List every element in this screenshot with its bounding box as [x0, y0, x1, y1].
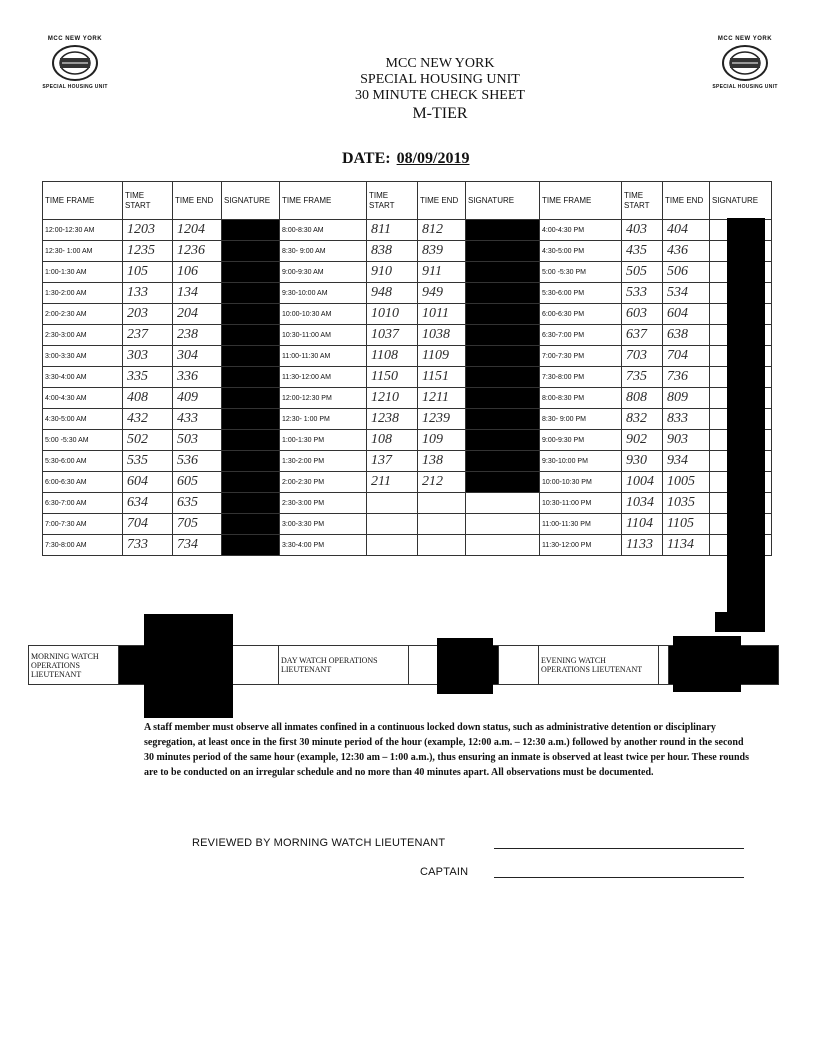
review-captain-line[interactable] [494, 877, 744, 878]
logo-top-text: MCC NEW YORK [717, 36, 773, 42]
review-captain-label: CAPTAIN [420, 866, 469, 878]
logo-bottom-text: SPECIAL HOUSING UNIT [42, 84, 108, 90]
time-start-cell[interactable]: 303 [123, 346, 173, 367]
signature-cell[interactable] [222, 283, 280, 304]
col-time-start: TIME START [123, 182, 173, 220]
time-end-cell[interactable]: 635 [173, 493, 222, 514]
time-frame-cell: 7:00-7:30 AM [43, 514, 123, 535]
time-frame-cell: 1:00-1:30 AM [43, 262, 123, 283]
time-end-cell[interactable]: 304 [173, 346, 222, 367]
time-start-cell[interactable]: 237 [123, 325, 173, 346]
time-frame-cell: 11:00-11:30 AM [280, 346, 367, 367]
time-frame-cell: 4:30-5:00 AM [43, 409, 123, 430]
redaction-block [715, 612, 765, 632]
time-frame-cell: 12:00-12:30 PM [280, 388, 367, 409]
redaction-block [144, 614, 233, 718]
time-start-cell[interactable]: 1150 [367, 367, 418, 388]
signature-cell[interactable] [222, 409, 280, 430]
time-end-cell[interactable]: 705 [173, 514, 222, 535]
time-end-cell[interactable]: 436 [663, 241, 710, 262]
time-start-cell[interactable]: 1037 [367, 325, 418, 346]
col-time-end: TIME END [173, 182, 222, 220]
time-end-cell[interactable]: 1035 [663, 493, 710, 514]
time-start-cell[interactable] [367, 514, 418, 535]
col-time-frame: TIME FRAME [540, 182, 622, 220]
logo-top-text: MCC NEW YORK [47, 36, 103, 42]
time-frame-cell: 10:30-11:00 PM [540, 493, 622, 514]
time-frame-cell: 4:00-4:30 AM [43, 388, 123, 409]
time-end-cell[interactable]: 1236 [173, 241, 222, 262]
table-row [43, 451, 772, 472]
time-frame-cell: 9:30-10:00 AM [280, 283, 367, 304]
time-end-cell[interactable]: 1038 [418, 325, 466, 346]
signature-cell[interactable] [466, 451, 540, 472]
watch-lieutenant-row [28, 645, 779, 685]
signature-cell[interactable] [222, 262, 280, 283]
time-end-cell[interactable]: 212 [418, 472, 466, 493]
time-start-cell[interactable] [367, 493, 418, 514]
time-start-cell[interactable]: 733 [123, 535, 173, 556]
time-frame-cell: 5:30-6:00 AM [43, 451, 123, 472]
time-frame-cell: 1:30-2:00 PM [280, 451, 367, 472]
time-start-cell[interactable]: 1210 [367, 388, 418, 409]
time-frame-cell: 10:00-10:30 PM [540, 472, 622, 493]
col-time-frame: TIME FRAME [43, 182, 123, 220]
time-start-cell[interactable]: 948 [367, 283, 418, 304]
time-end-cell[interactable]: 1239 [418, 409, 466, 430]
time-start-cell[interactable]: 505 [622, 262, 663, 283]
time-frame-cell: 4:30-5:00 PM [540, 241, 622, 262]
time-start-cell[interactable]: 811 [367, 220, 418, 241]
evening-watch-label: EVENING WATCH OPERATIONS LIEUTENANT [539, 646, 659, 685]
signature-cell[interactable] [222, 430, 280, 451]
time-end-cell[interactable]: 839 [418, 241, 466, 262]
time-end-cell[interactable]: 506 [663, 262, 710, 283]
time-end-cell[interactable]: 1204 [173, 220, 222, 241]
redaction-block [673, 636, 741, 692]
table-row [43, 262, 772, 283]
time-end-cell[interactable]: 736 [663, 367, 710, 388]
time-frame-cell: 3:30-4:00 PM [280, 535, 367, 556]
table-row [43, 535, 772, 556]
time-start-cell[interactable]: 335 [123, 367, 173, 388]
time-end-cell[interactable]: 238 [173, 325, 222, 346]
time-start-cell[interactable]: 137 [367, 451, 418, 472]
time-end-cell[interactable]: 433 [173, 409, 222, 430]
col-signature: SIGNATURE [466, 182, 540, 220]
signature-cell[interactable] [222, 367, 280, 388]
time-frame-cell: 3:00-3:30 PM [280, 514, 367, 535]
time-start-cell[interactable]: 634 [123, 493, 173, 514]
time-frame-cell: 11:30-12:00 AM [280, 367, 367, 388]
time-end-cell[interactable] [418, 514, 466, 535]
time-start-cell[interactable]: 108 [367, 430, 418, 451]
time-end-cell[interactable] [418, 493, 466, 514]
time-frame-cell: 7:30-8:00 AM [43, 535, 123, 556]
time-end-cell[interactable]: 1011 [418, 304, 466, 325]
table-row [43, 220, 772, 241]
time-end-cell[interactable]: 833 [663, 409, 710, 430]
time-end-cell[interactable]: 734 [173, 535, 222, 556]
time-start-cell[interactable] [367, 535, 418, 556]
time-end-cell[interactable]: 134 [173, 283, 222, 304]
date-value: 08/09/2019 [396, 150, 470, 167]
time-start-cell[interactable]: 703 [622, 346, 663, 367]
time-frame-cell: 5:00 -5:30 PM [540, 262, 622, 283]
time-start-cell[interactable]: 1034 [622, 493, 663, 514]
title-line-1: MCC NEW YORK [385, 56, 495, 71]
time-frame-cell: 12:30- 1:00 PM [280, 409, 367, 430]
signature-cell[interactable] [222, 304, 280, 325]
signature-cell[interactable] [222, 241, 280, 262]
signature-cell[interactable] [466, 283, 540, 304]
time-start-cell[interactable]: 808 [622, 388, 663, 409]
time-start-cell[interactable]: 408 [123, 388, 173, 409]
review-lieutenant-line[interactable] [494, 848, 744, 849]
time-end-cell[interactable]: 638 [663, 325, 710, 346]
signature-cell[interactable] [222, 451, 280, 472]
time-end-cell[interactable]: 934 [663, 451, 710, 472]
time-start-cell[interactable]: 838 [367, 241, 418, 262]
redaction-block [727, 218, 765, 632]
time-frame-cell: 11:30-12:00 PM [540, 535, 622, 556]
time-start-cell[interactable]: 902 [622, 430, 663, 451]
title-line-2: SPECIAL HOUSING UNIT [360, 72, 520, 87]
seal-icon [720, 43, 770, 83]
table-row [43, 514, 772, 535]
table-row [43, 493, 772, 514]
time-start-cell[interactable]: 133 [123, 283, 173, 304]
title-line-3: 30 MINUTE CHECK SHEET [355, 88, 525, 103]
signature-cell[interactable] [466, 220, 540, 241]
signature-cell[interactable] [222, 388, 280, 409]
time-start-cell[interactable]: 832 [622, 409, 663, 430]
time-start-cell[interactable]: 432 [123, 409, 173, 430]
time-end-cell[interactable]: 704 [663, 346, 710, 367]
signature-cell[interactable] [466, 535, 540, 556]
time-frame-cell: 10:30-11:00 AM [280, 325, 367, 346]
time-frame-cell: 8:00-8:30 AM [280, 220, 367, 241]
time-frame-cell: 10:00-10:30 AM [280, 304, 367, 325]
signature-cell[interactable] [222, 325, 280, 346]
time-start-cell[interactable]: 930 [622, 451, 663, 472]
time-start-cell[interactable]: 105 [123, 262, 173, 283]
time-frame-cell: 9:00-9:30 PM [540, 430, 622, 451]
time-start-cell[interactable]: 1108 [367, 346, 418, 367]
time-frame-cell: 2:00-2:30 AM [43, 304, 123, 325]
time-start-cell[interactable]: 735 [622, 367, 663, 388]
time-frame-cell: 7:00-7:30 PM [540, 346, 622, 367]
time-start-cell[interactable]: 502 [123, 430, 173, 451]
time-frame-cell: 3:00-3:30 AM [43, 346, 123, 367]
signature-cell[interactable] [466, 493, 540, 514]
table-row [43, 472, 772, 493]
col-time-start: TIME START [367, 182, 418, 220]
time-frame-cell: 12:00-12:30 AM [43, 220, 123, 241]
date-label: DATE: [342, 150, 391, 167]
col-signature: SIGNATURE [222, 182, 280, 220]
signature-cell[interactable] [466, 304, 540, 325]
time-end-cell[interactable]: 1211 [418, 388, 466, 409]
time-start-cell[interactable]: 637 [622, 325, 663, 346]
evening-watch-box[interactable] [659, 646, 669, 685]
table-row [43, 283, 772, 304]
time-end-cell[interactable]: 204 [173, 304, 222, 325]
signature-cell[interactable] [466, 472, 540, 493]
time-end-cell[interactable]: 536 [173, 451, 222, 472]
col-time-end: TIME END [418, 182, 466, 220]
spacer-cell [229, 646, 279, 685]
time-frame-cell: 12:30- 1:00 AM [43, 241, 123, 262]
policy-note: A staff member must observe all inmates confined in a continuous locked down status, such as administrative detention or disciplinary segregation, at least once in the first 30 minute period of the hour (example, 12:00 a.m. – 12:30 a.m.) followed by another round in the second 30 minutes period of the same hour (example, 12:30 am – 1:00 a.m.), thus ensuring an inmate is observed at least twice per hour. These rounds are to be conducted on an irregular schedule and no more than 40 minutes apart. All observations must be documented. [144, 722, 750, 778]
time-start-cell[interactable]: 535 [123, 451, 173, 472]
time-end-cell[interactable] [418, 535, 466, 556]
day-watch-box[interactable] [409, 646, 439, 685]
time-start-cell[interactable]: 533 [622, 283, 663, 304]
time-frame-cell: 8:30- 9:00 AM [280, 241, 367, 262]
day-watch-label: DAY WATCH OPERATIONS LIEUTENANT [279, 646, 409, 685]
time-start-cell[interactable]: 1235 [123, 241, 173, 262]
signature-cell[interactable] [466, 388, 540, 409]
time-start-cell[interactable]: 1238 [367, 409, 418, 430]
time-end-cell[interactable]: 949 [418, 283, 466, 304]
table-row [43, 388, 772, 409]
table-row [43, 346, 772, 367]
time-end-cell[interactable]: 903 [663, 430, 710, 451]
time-frame-cell: 11:00-11:30 PM [540, 514, 622, 535]
time-start-cell[interactable]: 1104 [622, 514, 663, 535]
table-row [43, 325, 772, 346]
signature-cell[interactable] [466, 346, 540, 367]
time-frame-cell: 5:30-6:00 PM [540, 283, 622, 304]
table-header [43, 182, 772, 220]
signature-cell[interactable] [466, 409, 540, 430]
time-start-cell[interactable]: 704 [123, 514, 173, 535]
time-start-cell[interactable]: 1004 [622, 472, 663, 493]
time-start-cell[interactable]: 1010 [367, 304, 418, 325]
logo-bottom-text: SPECIAL HOUSING UNIT [712, 84, 778, 90]
time-end-cell[interactable]: 812 [418, 220, 466, 241]
time-end-cell[interactable]: 1005 [663, 472, 710, 493]
time-frame-cell: 9:30-10:00 PM [540, 451, 622, 472]
table-row [43, 304, 772, 325]
time-frame-cell: 4:00-4:30 PM [540, 220, 622, 241]
signature-cell[interactable] [222, 346, 280, 367]
table-row [43, 241, 772, 262]
time-end-cell[interactable]: 911 [418, 262, 466, 283]
time-end-cell[interactable]: 503 [173, 430, 222, 451]
signature-cell[interactable] [222, 514, 280, 535]
check-sheet-table [42, 181, 772, 556]
time-end-cell[interactable]: 138 [418, 451, 466, 472]
time-frame-cell: 2:30-3:00 AM [43, 325, 123, 346]
col-time-start: TIME START [622, 182, 663, 220]
time-end-cell[interactable]: 404 [663, 220, 710, 241]
time-end-cell[interactable]: 1105 [663, 514, 710, 535]
logo-left [32, 36, 118, 90]
table-row [43, 367, 772, 388]
time-end-cell[interactable]: 809 [663, 388, 710, 409]
signature-cell[interactable] [466, 241, 540, 262]
time-end-cell[interactable]: 336 [173, 367, 222, 388]
signature-cell[interactable] [466, 514, 540, 535]
review-lieutenant-label: REVIEWED BY MORNING WATCH LIEUTENANT [192, 837, 446, 849]
time-frame-cell: 1:00-1:30 PM [280, 430, 367, 451]
time-frame-cell: 2:30-3:00 PM [280, 493, 367, 514]
time-start-cell[interactable]: 910 [367, 262, 418, 283]
col-signature: SIGNATURE [710, 182, 772, 220]
time-frame-cell: 6:00-6:30 AM [43, 472, 123, 493]
time-end-cell[interactable]: 1134 [663, 535, 710, 556]
time-end-cell[interactable]: 106 [173, 262, 222, 283]
signature-cell[interactable] [466, 367, 540, 388]
time-frame-cell: 8:00-8:30 PM [540, 388, 622, 409]
signature-cell[interactable] [222, 220, 280, 241]
time-start-cell[interactable]: 211 [367, 472, 418, 493]
time-frame-cell: 5:00 -5:30 AM [43, 430, 123, 451]
time-frame-cell: 6:00-6:30 PM [540, 304, 622, 325]
signature-cell[interactable] [466, 262, 540, 283]
spacer-cell [499, 646, 539, 685]
morning-watch-label: MORNING WATCH OPERATIONS LIEUTENANT [29, 646, 119, 685]
title-line-4: M-TIER [412, 105, 468, 122]
time-frame-cell: 6:30-7:00 AM [43, 493, 123, 514]
time-frame-cell: 7:30-8:00 PM [540, 367, 622, 388]
signature-cell[interactable] [466, 325, 540, 346]
time-start-cell[interactable]: 435 [622, 241, 663, 262]
time-frame-cell: 9:00-9:30 AM [280, 262, 367, 283]
time-frame-cell: 1:30-2:00 AM [43, 283, 123, 304]
time-end-cell[interactable]: 605 [173, 472, 222, 493]
time-start-cell[interactable]: 604 [123, 472, 173, 493]
signature-cell[interactable] [222, 472, 280, 493]
time-end-cell[interactable]: 1151 [418, 367, 466, 388]
time-start-cell[interactable]: 403 [622, 220, 663, 241]
time-frame-cell: 6:30-7:00 PM [540, 325, 622, 346]
date-line [342, 150, 469, 168]
time-start-cell[interactable]: 1133 [622, 535, 663, 556]
signature-cell[interactable] [466, 430, 540, 451]
time-frame-cell: 2:00-2:30 PM [280, 472, 367, 493]
time-end-cell[interactable]: 604 [663, 304, 710, 325]
col-time-end: TIME END [663, 182, 710, 220]
time-start-cell[interactable]: 203 [123, 304, 173, 325]
table-row [43, 430, 772, 451]
time-start-cell[interactable]: 1203 [123, 220, 173, 241]
time-frame-cell: 8:30- 9:00 PM [540, 409, 622, 430]
time-end-cell[interactable]: 1109 [418, 346, 466, 367]
time-start-cell[interactable]: 603 [622, 304, 663, 325]
time-end-cell[interactable]: 409 [173, 388, 222, 409]
signature-cell[interactable] [222, 493, 280, 514]
col-time-frame: TIME FRAME [280, 182, 367, 220]
signature-cell[interactable] [222, 535, 280, 556]
time-end-cell[interactable]: 534 [663, 283, 710, 304]
time-frame-cell: 3:30-4:00 AM [43, 367, 123, 388]
seal-icon [50, 43, 100, 83]
page-title [240, 56, 640, 123]
redaction-block [437, 638, 493, 694]
time-end-cell[interactable]: 109 [418, 430, 466, 451]
table-row [43, 409, 772, 430]
logo-right [702, 36, 788, 90]
